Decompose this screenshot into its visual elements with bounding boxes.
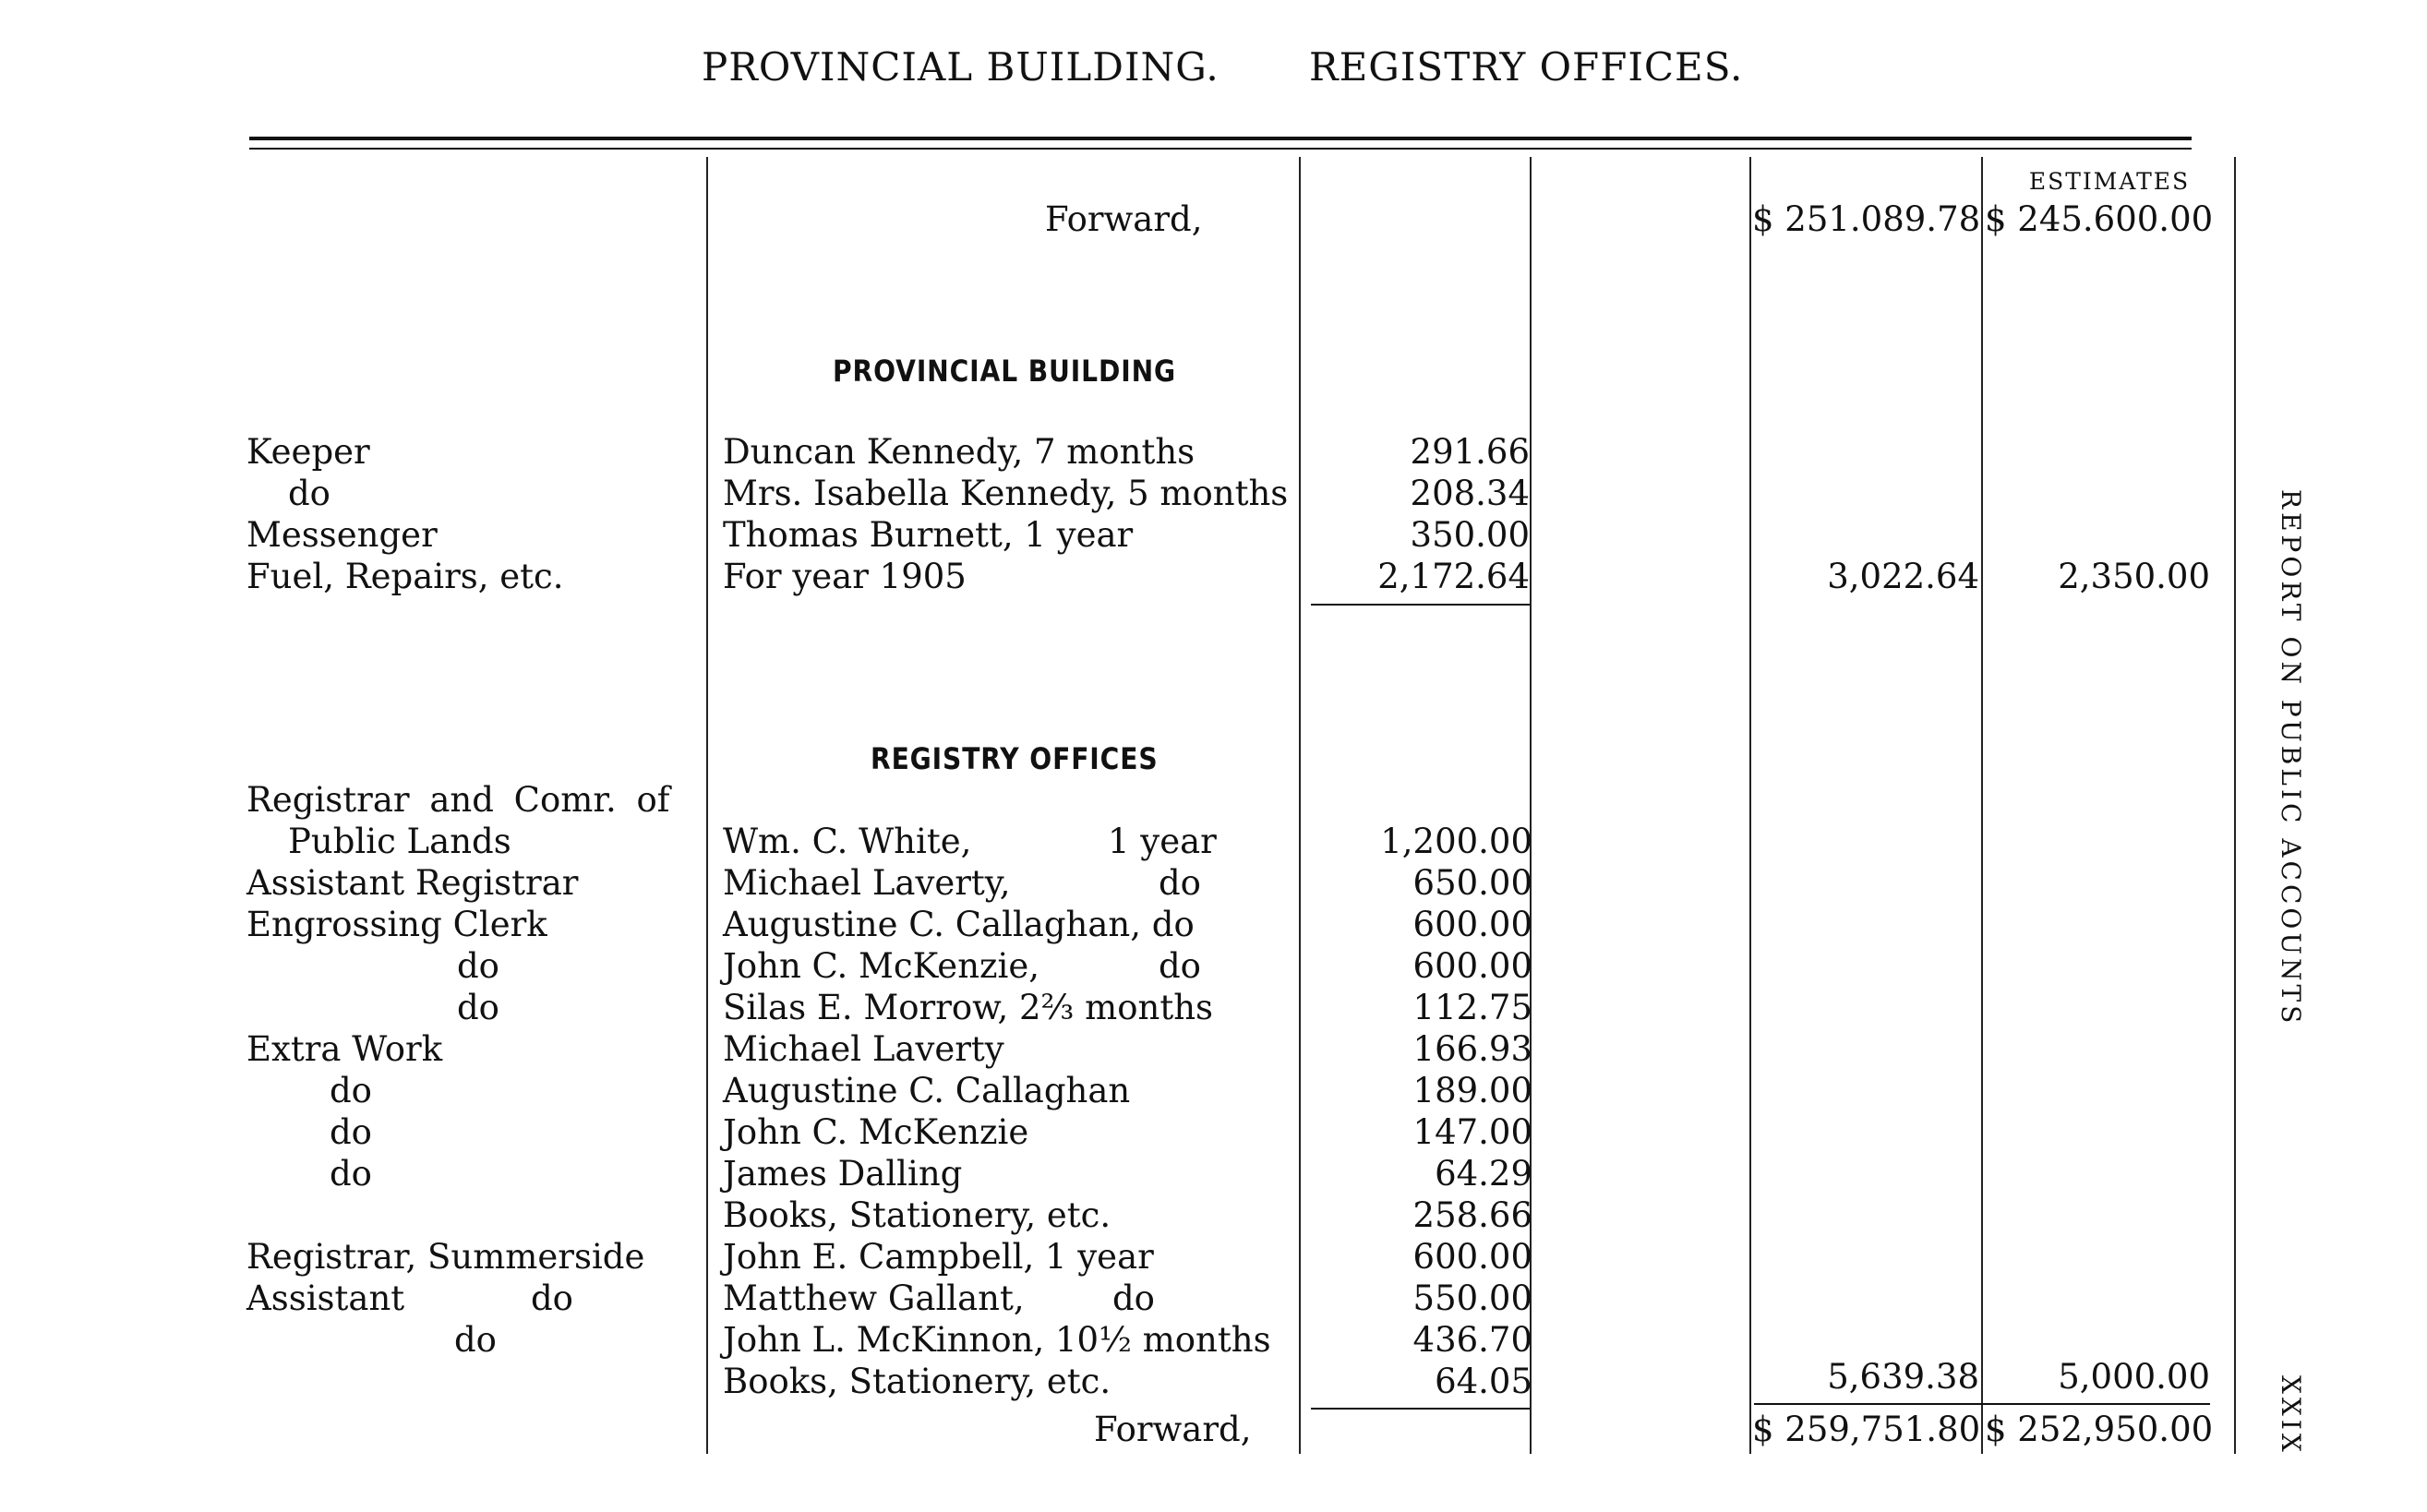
row-name: Matthew Gallant,	[723, 1278, 1025, 1318]
role-assistant: Assistant	[246, 1278, 405, 1318]
role-registrar-line1: Registrar and Comr. of	[246, 780, 670, 820]
row-amount: 2,172.64	[1377, 557, 1530, 596]
row-name: John E. Campbell, 1 year	[723, 1237, 1154, 1277]
row-name: Augustine C. Callaghan	[723, 1071, 1131, 1110]
estimates-label: ESTIMATES	[2028, 168, 2191, 195]
subtotal-rule-provincial	[1311, 604, 1530, 606]
row-amount: 166.93	[1412, 1029, 1532, 1069]
provincial-estimate: 2,350.00	[2058, 557, 2210, 596]
side-title: REPORT ON PUBLIC ACCOUNTS	[2276, 489, 2306, 1027]
row-name: Duncan Kennedy, 7 months	[723, 432, 1195, 472]
row-amount: 350.00	[1410, 515, 1530, 555]
row-name: Michael Laverty,	[723, 863, 1011, 903]
row-amount: 600.00	[1412, 946, 1532, 986]
row-name: John C. McKenzie,	[723, 946, 1040, 986]
role-do: do	[457, 946, 499, 986]
forward-top-label: Forward,	[1045, 199, 1203, 239]
row-amount: 600.00	[1412, 1237, 1532, 1277]
row-extra: do	[1112, 1278, 1155, 1318]
role-do: do	[288, 474, 330, 513]
role-do: do	[330, 1071, 372, 1110]
row-name: Books, Stationery, etc.	[723, 1195, 1111, 1235]
row-amount: 1,200.00	[1380, 822, 1532, 861]
header-right: REGISTRY OFFICES.	[1309, 44, 1744, 90]
column-divider-6	[2234, 157, 2236, 1454]
row-amount: 550.00	[1412, 1278, 1532, 1318]
row-extra: do	[1159, 863, 1201, 903]
row-extra: 1 year	[1108, 822, 1217, 861]
role-extra-do: do	[531, 1278, 573, 1318]
row-amount: 189.00	[1412, 1071, 1532, 1110]
role-registrar-line2: Public Lands	[288, 822, 511, 861]
row-amount: 436.70	[1412, 1320, 1532, 1360]
column-divider-1	[706, 157, 708, 1454]
row-amount: 291.66	[1410, 432, 1530, 472]
role-extra-work: Extra Work	[246, 1029, 443, 1069]
role-do: do	[330, 1112, 372, 1152]
row-name: Books, Stationery, etc.	[723, 1362, 1111, 1401]
role-assistant-registrar: Assistant Registrar	[246, 863, 579, 903]
registry-total: 5,639.38	[1827, 1357, 1979, 1397]
row-amount: 64.29	[1435, 1154, 1532, 1194]
header-rule-top	[249, 137, 2192, 140]
role-fuel-repairs: Fuel, Repairs, etc.	[246, 557, 564, 596]
header-rule-bottom	[249, 148, 2192, 150]
row-name: For year 1905	[723, 557, 967, 596]
row-amount: 650.00	[1412, 863, 1532, 903]
header-left: PROVINCIAL BUILDING.	[702, 44, 1220, 90]
forward-top-total: $ 251.089.78	[1752, 199, 1981, 239]
total-rule	[1754, 1403, 2210, 1405]
role-do: do	[330, 1154, 372, 1194]
row-amount: 147.00	[1412, 1112, 1532, 1152]
column-divider-2	[1299, 157, 1301, 1454]
role-registrar-summerside: Registrar, Summerside	[246, 1237, 645, 1277]
row-amount: 258.66	[1412, 1195, 1532, 1235]
role-messenger: Messenger	[246, 515, 438, 555]
registry-estimate: 5,000.00	[2058, 1357, 2210, 1397]
row-amount: 208.34	[1410, 474, 1530, 513]
role-engrossing-clerk: Engrossing Clerk	[246, 905, 547, 944]
section-heading-provincial: PROVINCIAL BUILDING	[833, 354, 1177, 389]
row-amount: 600.00	[1412, 905, 1532, 944]
row-name: Silas E. Morrow, 2⅔ months	[723, 988, 1214, 1027]
forward-bottom-estimate: $ 252,950.00	[1985, 1410, 2214, 1449]
forward-bottom-total: $ 259,751.80	[1752, 1410, 1981, 1449]
role-do: do	[457, 988, 499, 1027]
forward-top-estimate: $ 245.600.00	[1985, 199, 2214, 239]
row-name: Michael Laverty	[723, 1029, 1004, 1069]
row-name: Wm. C. White,	[723, 822, 972, 861]
section-heading-registry: REGISTRY OFFICES	[871, 741, 1159, 776]
provincial-total: 3,022.64	[1827, 557, 1979, 596]
forward-bottom-label: Forward,	[1094, 1410, 1252, 1449]
row-name: Mrs. Isabella Kennedy, 5 months	[723, 474, 1289, 513]
row-name: Augustine C. Callaghan, do	[723, 905, 1195, 944]
row-extra: do	[1159, 946, 1201, 986]
row-amount: 112.75	[1412, 988, 1532, 1027]
role-keeper: Keeper	[246, 432, 370, 472]
row-amount: 64.05	[1435, 1362, 1532, 1401]
column-divider-5	[1981, 157, 1983, 1454]
row-name: John C. McKenzie	[723, 1112, 1029, 1152]
row-name: John L. McKinnon, 10½ months	[723, 1320, 1271, 1360]
row-name: Thomas Burnett, 1 year	[723, 515, 1134, 555]
role-do: do	[454, 1320, 497, 1360]
row-name: James Dalling	[723, 1154, 963, 1194]
page-number: XXIX	[2276, 1375, 2306, 1456]
subtotal-rule-registry	[1311, 1408, 1530, 1410]
column-divider-4	[1749, 157, 1751, 1454]
